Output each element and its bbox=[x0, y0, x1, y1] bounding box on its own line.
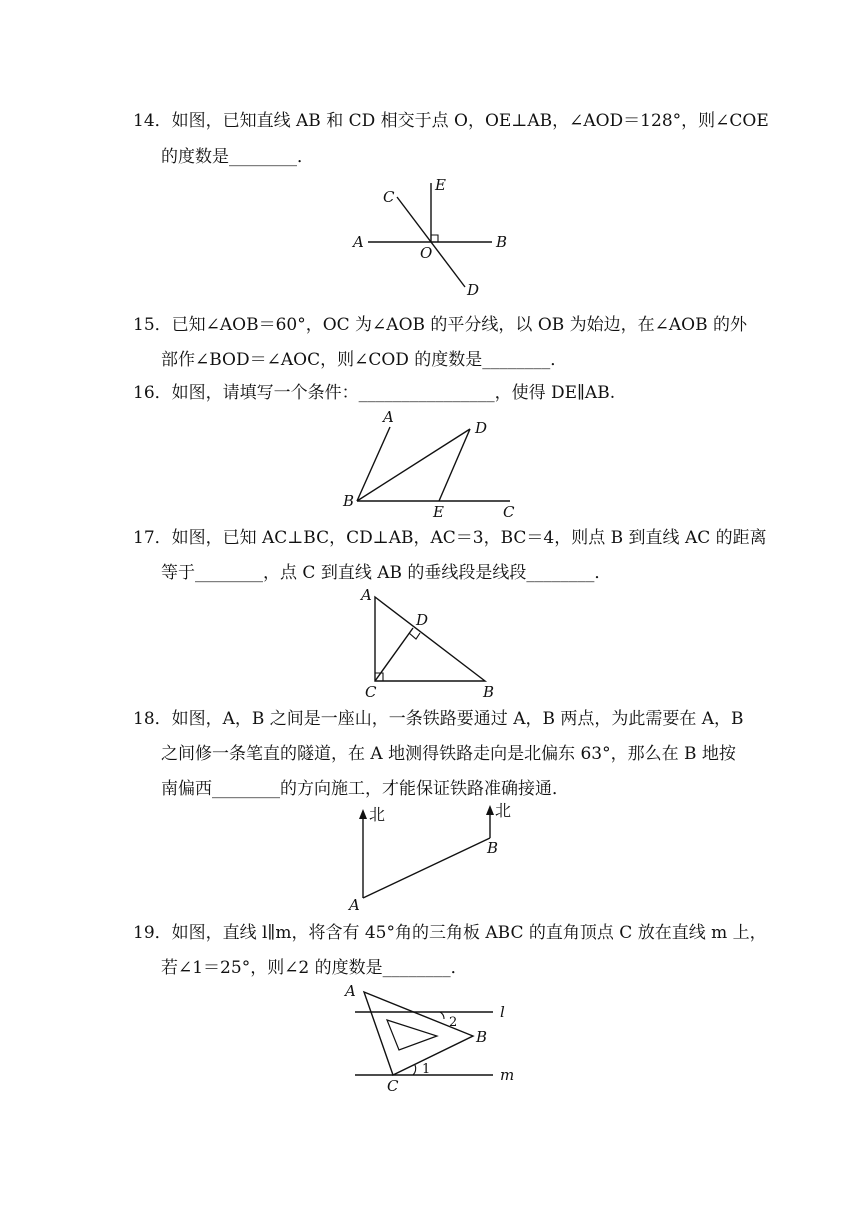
label-north-a: 北 bbox=[369, 805, 386, 824]
triangle-abc bbox=[364, 992, 473, 1075]
label-a: A bbox=[383, 408, 394, 426]
q19-text-line2: 若∠1＝25°，则∠2 的度数是________． bbox=[161, 958, 468, 978]
label-c: C bbox=[383, 188, 395, 206]
q14-figure bbox=[340, 175, 520, 300]
north-arrow-a bbox=[359, 809, 367, 819]
label-a: A bbox=[345, 982, 356, 1000]
angle-1-arc bbox=[413, 1065, 416, 1075]
label-b: B bbox=[487, 839, 499, 857]
label-north-b: 北 bbox=[495, 801, 512, 820]
triangle-abc bbox=[375, 597, 485, 681]
segment-de bbox=[439, 429, 470, 501]
right-angle-mark-d bbox=[409, 633, 420, 639]
label-d: D bbox=[416, 611, 429, 629]
q14-text-line1: 14．如图，已知直线 AB 和 CD 相交于点 O，OE⊥AB，∠AOD＝128°，则∠COE bbox=[133, 111, 769, 131]
label-m: m bbox=[500, 1066, 515, 1084]
q16-text-line1: 16．如图，请填写一个条件：________________，使得 DE∥AB. bbox=[133, 383, 616, 403]
label-l: l bbox=[500, 1003, 505, 1021]
q15-text-line2: 部作∠BOD＝∠AOC，则∠COD 的度数是________． bbox=[161, 350, 568, 370]
label-d: D bbox=[475, 419, 488, 437]
label-o: O bbox=[420, 244, 433, 262]
angle-2-arc bbox=[440, 1012, 444, 1019]
q18-text-line3: 南偏西________的方向施工，才能保证铁路准确接通． bbox=[161, 779, 569, 799]
q14-text-line2: 的度数是________． bbox=[161, 147, 314, 167]
label-a: A bbox=[349, 896, 360, 914]
q19-text-line1: 19．如图，直线 l∥m，将含有 45°角的三角板 ABC 的直角顶点 C 放在直线 m 上， bbox=[133, 923, 767, 943]
label-a: A bbox=[353, 233, 364, 251]
label-e: E bbox=[433, 503, 444, 521]
label-c: C bbox=[503, 503, 515, 521]
q15-text-line1: 15．已知∠AOB＝60°，OC 为∠AOB 的平分线，以 OB 为始边，在∠AOB 的外 bbox=[133, 315, 748, 335]
q17-figure bbox=[355, 585, 505, 700]
label-a: A bbox=[361, 586, 372, 604]
q18-text-line2: 之间修一条笔直的隧道，在 A 地测得铁路走向是北偏东 63°，那么在 B 地按 bbox=[161, 744, 736, 764]
q18-figure bbox=[340, 800, 530, 915]
q17-text-line1: 17．如图，已知 AC⊥BC，CD⊥AB，AC＝3，BC＝4，则点 B 到直线 AC 的距离 bbox=[133, 528, 767, 548]
q16-figure bbox=[335, 405, 525, 520]
segment-bd bbox=[357, 429, 470, 501]
segment-ab bbox=[363, 838, 490, 898]
label-c: C bbox=[387, 1077, 399, 1095]
north-arrow-b bbox=[486, 805, 494, 815]
label-angle-2: 2 bbox=[449, 1015, 458, 1030]
label-b: B bbox=[343, 492, 355, 510]
right-angle-mark bbox=[431, 235, 438, 242]
label-c: C bbox=[365, 683, 377, 701]
label-b: B bbox=[496, 233, 508, 251]
q18-text-line1: 18．如图，A，B 之间是一座山，一条铁路要通过 A，B 两点，为此需要在 A，B bbox=[133, 709, 744, 729]
label-d: D bbox=[467, 281, 480, 299]
triangle-inner bbox=[387, 1020, 437, 1050]
q17-text-line2: 等于________，点 C 到直线 AB 的垂线段是线段________． bbox=[161, 563, 612, 583]
q19-figure bbox=[335, 978, 525, 1093]
label-b: B bbox=[483, 683, 495, 701]
label-angle-1: 1 bbox=[422, 1062, 431, 1077]
label-e: E bbox=[435, 176, 446, 194]
label-b: B bbox=[476, 1028, 488, 1046]
